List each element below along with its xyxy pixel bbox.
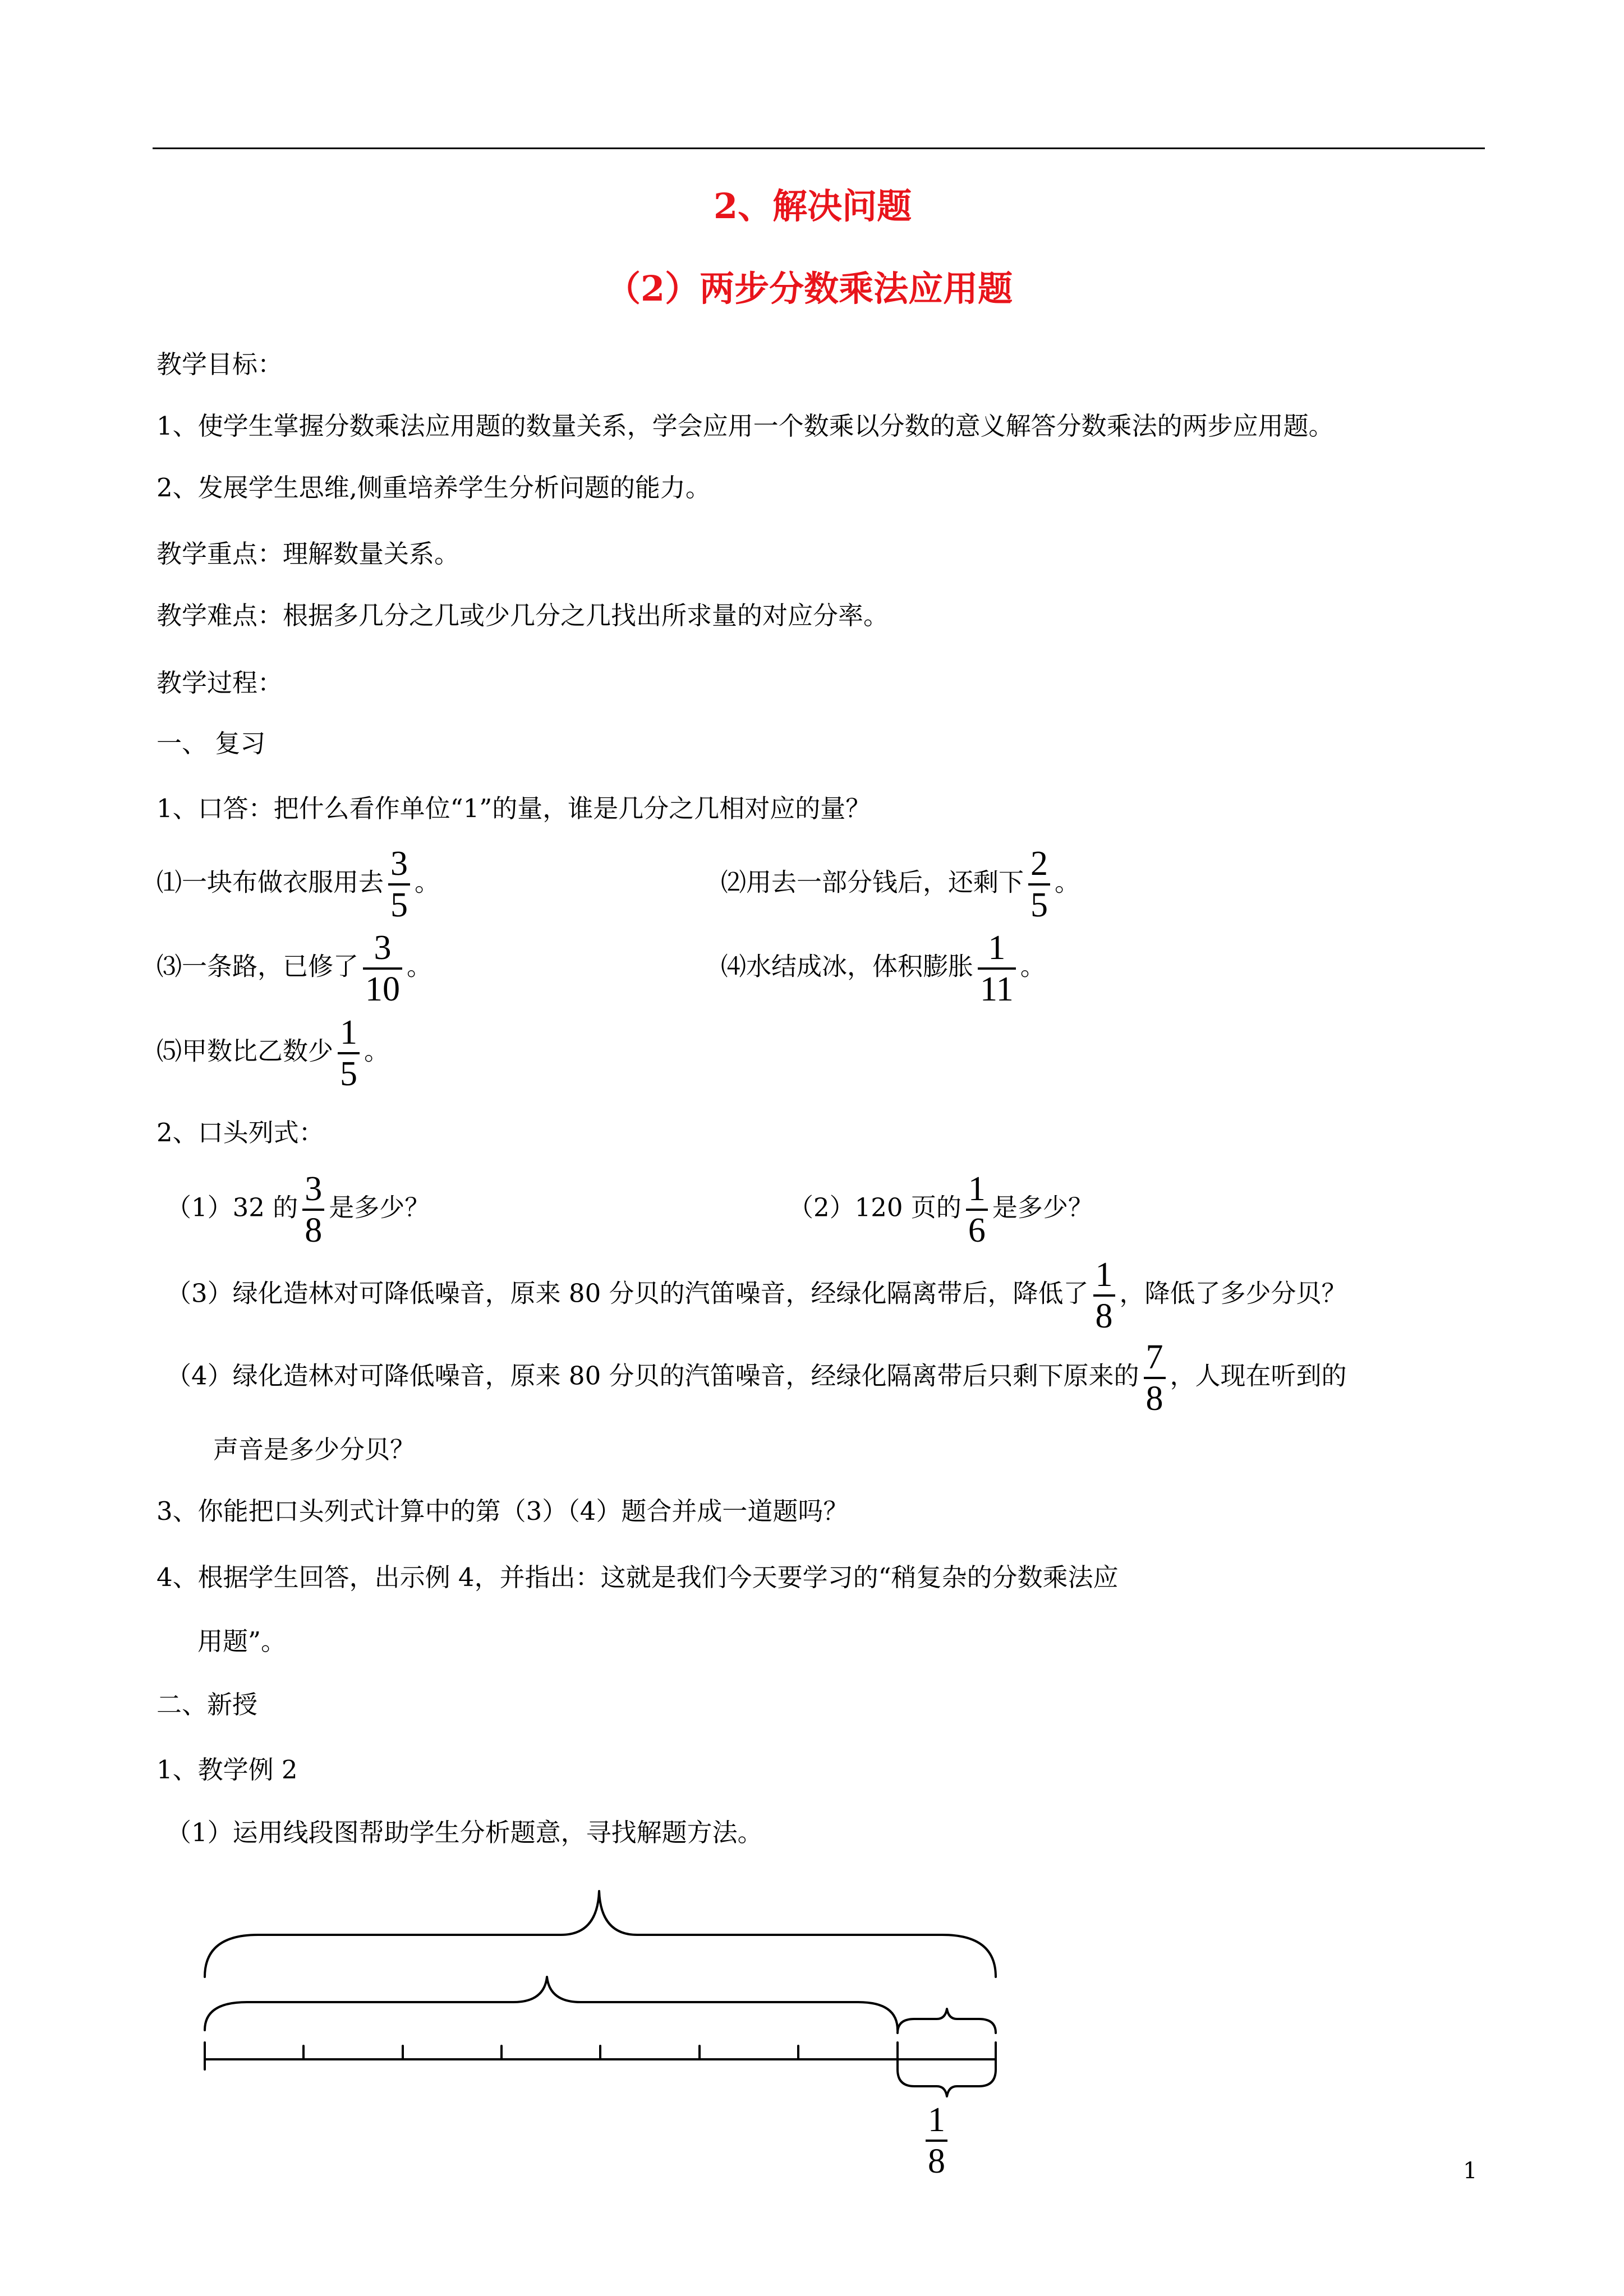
- list-item: （4）绿化造林对可降低噪音，原来 80 分贝的汽笛噪音，经绿化隔离带后只剩下原来的 $\frac{7}{8}$ ，人现在听到的: [166, 1338, 1347, 1418]
- diagram-fraction-label: [921, 2100, 952, 2181]
- brace-whole: [205, 1891, 996, 1977]
- fraction: $\frac{1}{5}$: [338, 1013, 360, 1094]
- fraction: $\frac{7}{8}$: [1144, 1338, 1166, 1418]
- fraction: $\frac{3}{8}$: [302, 1169, 324, 1250]
- oral-item: ⑶一条路，已修了 $\frac{3}{10}$ 。: [157, 929, 433, 1008]
- question-3: 3、你能把口头列式计算中的第（3）（4）题合并成一道题吗？: [157, 1496, 849, 1526]
- fraction: $\frac{1}{8}$: [926, 2100, 947, 2181]
- goal-2: 2、发展学生思维,侧重培养学生分析问题的能力。: [157, 473, 711, 502]
- new-lesson-heading: 二、新授: [157, 1690, 258, 1719]
- fraction: $\frac{3}{5}$: [388, 844, 410, 925]
- list-item: （2）120 页的 $\frac{1}{6}$ 是多少？: [788, 1170, 1093, 1250]
- fraction: $\frac{3}{10}$: [363, 928, 402, 1009]
- review-heading: 一、 复习: [157, 729, 266, 758]
- oral-item: ⑸甲数比乙数少 $\frac{1}{5}$ 。: [157, 1013, 390, 1093]
- question-1-heading: 1、口答：把什么看作单位“1”的量，谁是几分之几相对应的量？: [157, 794, 871, 823]
- list-item: （3）绿化造林对可降低噪音，原来 80 分贝的汽笛噪音，经绿化隔离带后，降低了 $\frac{1}{8}$ ，降低了多少分贝？: [166, 1256, 1347, 1335]
- difficult-point: 教学难点：根据多几分之几或少几分之几找出所求量的对应分率。: [157, 601, 889, 630]
- brace-seven-eighths: [205, 1977, 898, 2030]
- page-subtitle: （2）两步分数乘法应用题: [606, 268, 1013, 309]
- process-heading: 教学过程：: [157, 668, 283, 698]
- oral-item: ⑷水结成冰，体积膨胀 $\frac{1}{11}$ 。: [721, 929, 1046, 1008]
- goal-1: 1、使学生掌握分数乘法应用题的数量关系，学会应用一个数乘以分数的意义解答分数乘法的两步应用题。: [157, 411, 1334, 441]
- page-title: 2、解决问题: [714, 186, 912, 227]
- fraction: $\frac{1}{6}$: [966, 1169, 988, 1250]
- brace-last-part-top: [898, 2009, 996, 2033]
- fraction: $\frac{1}{8}$: [1093, 1255, 1115, 1336]
- oral-item: ⑴一块布做衣服用去 $\frac{3}{5}$ 。: [157, 845, 440, 924]
- brace-last-part-bottom: [898, 2069, 996, 2096]
- list-item: （1）32 的 $\frac{3}{8}$ 是多少？: [166, 1170, 430, 1250]
- goals-heading: 教学目标：: [157, 349, 283, 379]
- page-number: 1: [1463, 2158, 1478, 2184]
- fraction: $\frac{1}{11}$: [978, 928, 1016, 1009]
- key-point: 教学重点：理解数量关系。: [157, 539, 460, 569]
- example-heading: 1、教学例 2: [157, 1755, 298, 1785]
- question-2-heading: 2、口头列式：: [157, 1118, 324, 1147]
- fraction: $\frac{2}{5}$: [1028, 844, 1050, 925]
- list-item-continuation: 声音是多少分贝？: [213, 1435, 416, 1464]
- question-4-line-1: 4、根据学生回答，出示例 4，并指出：这就是我们今天要学习的“稍复杂的分数乘法应: [157, 1562, 1119, 1592]
- oral-item: ⑵用去一部分钱后，还剩下 $\frac{2}{5}$ 。: [721, 845, 1080, 924]
- question-4-line-2: 用题”。: [197, 1626, 287, 1656]
- example-subheading: （1）运用线段图帮助学生分析题意，寻找解题方法。: [166, 1818, 763, 1847]
